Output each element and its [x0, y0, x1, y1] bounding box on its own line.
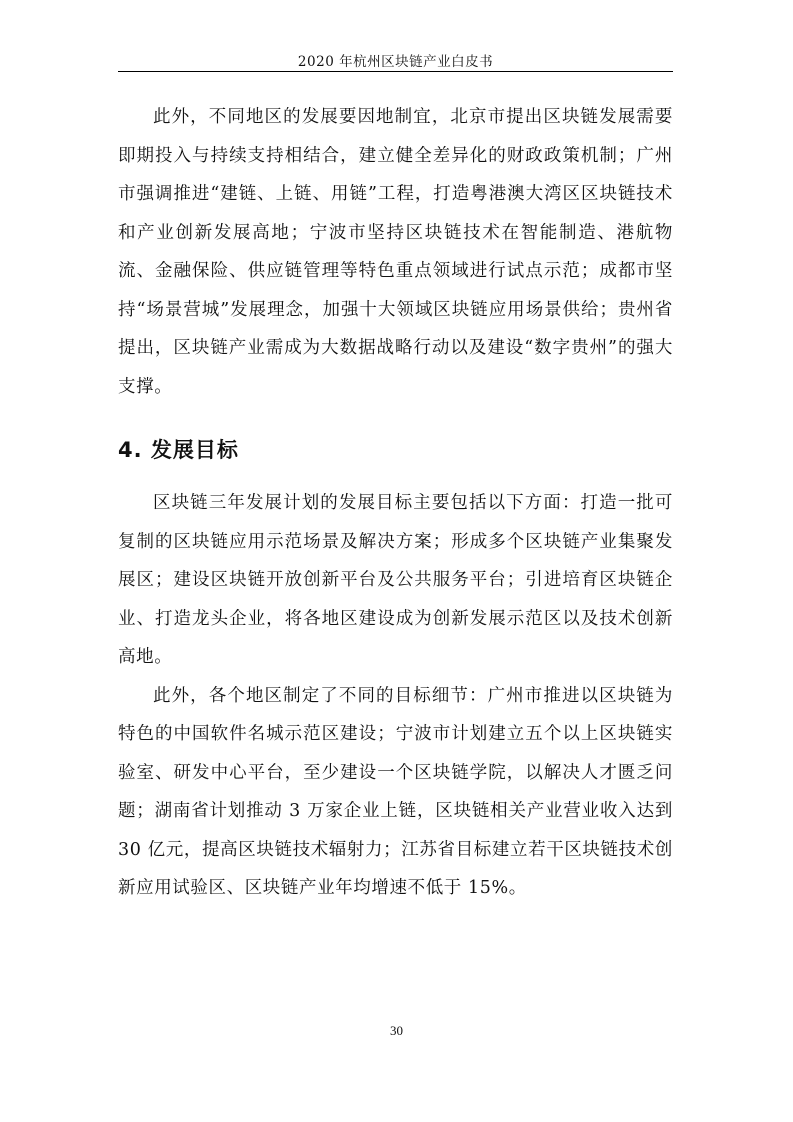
header-divider — [118, 71, 673, 72]
paragraph-development-goals: 区块链三年发展计划的发展目标主要包括以下方面：打造一批可复制的区块链应用示范场景及解决方案；形成多个区块链产业集聚发展区；建设区块链开放创新平台及公共服务平台；引进培育区块链企业、打造龙头企业，将各地区建设成为创新发展示范区以及技术创新高地。 — [118, 493, 673, 667]
paragraph-regional-policies: 此外，不同地区的发展要因地制宜，北京市提出区块链发展需要即期投入与持续支持相结合，建立健全差异化的财政政策机制；广州市强调推进“建链、上链、用链”工程，打造粤港澳大湾区区块链技术和产业创新发展高地；宁波市坚持区块链技术在智能制造、港航物流、金融保险、供应链管理等特色重点领域进行试点示范；成都市坚持“场景营城”发展理念，加强十大领域区块链应用场景供给；贵州省提出，区块链产业需成为大数据战略行动以及建设“数字贵州”的强大支撑。 — [118, 107, 673, 397]
section-heading: 4. 发展目标 — [118, 438, 239, 462]
running-header: 2020 年杭州区块链产业白皮书 — [297, 54, 494, 70]
page-number: 30 — [390, 1023, 403, 1038]
paragraph-regional-targets: 此外，各个地区制定了不同的目标细节：广州市推进以区块链为特色的中国软件名城示范区建设；宁波市计划建立五个以上区块链实验室、研发中心平台，至少建设一个区块链学院，以解决人才匮乏问题；湖南省计划推动 3 万家企业上链，区块链相关产业营业收入达到 30 亿元，提高区块链技术辐射力；江苏省目标建立若干区块链技术创新应用试验区、区块链产业年均增速不低于 15%。 — [118, 685, 673, 898]
document-body — [118, 98, 673, 908]
